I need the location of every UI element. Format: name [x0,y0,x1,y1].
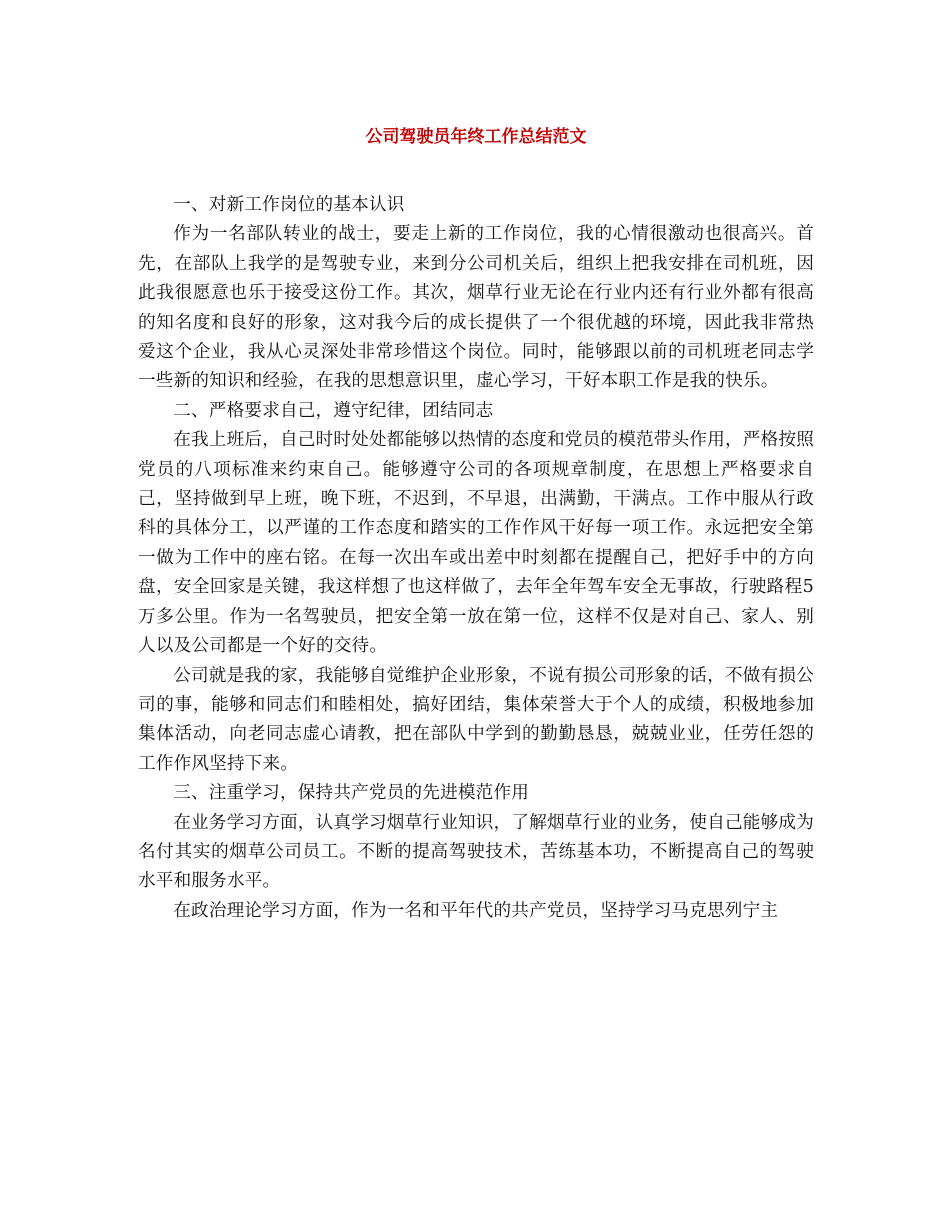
document-title: 公司驾驶员年终工作总结范文 [365,127,587,147]
section-heading: 一、对新工作岗位的基本认识 [173,195,405,215]
paragraph: 在政治理论学习方面，作为一名和平年代的共产党员，坚持学习马克思列宁主 [173,900,779,921]
section-heading: 二、严格要求自己，遵守纪律，团结同志 [173,400,494,421]
document-body [138,191,814,926]
paragraph: 在我上班后，自己时时处处都能够以热情的态度和党员的模范带头作用，严格按照党员的八项标准来约束自己。能够遵守公司的各项规章制度，在思想上严格要求自己，坚持做到早上班，晚下班，不迟到，不早退，出满勤，干满点。工作中服从行政科的具体分工，以严谨的工作态度和踏实的工作作风干好每一项工作。永远把安全第一做为工作中的座右铭。在每一次出车或出差中时刻都在提醒自己，把好手中的方向盘，安全回家是关键，我这样想了也这样做了，去年全年驾车安全无事故，行驶路程5万多公里。作为一名驾驶员，把安全第一放在第一位，这样不仅是对自己、家人、别人以及公司都是一个好的交待。 [138,430,814,657]
paragraph: 公司就是我的家，我能够自觉维护企业形象，不说有损公司形象的话，不做有损公司的事，能够和同志们和睦相处，搞好团结，集体荣誉大于个人的成绩，积极地参加集体活动，向老同志虚心请教，把在部队中学到的勤勤恳恳，兢兢业业，任劳任怨的工作作风坚持下来。 [138,665,814,774]
paragraph: 在业务学习方面，认真学习烟草行业知识，了解烟草行业的业务，使自己能够成为名付其实的烟草公司员工。不断的提高驾驶技术，苦练基本功，不断提高自己的驾驶水平和服务水平。 [138,812,814,892]
paragraph: 作为一名部队转业的战士，要走上新的工作岗位，我的心情很激动也很高兴。首先，在部队上我学的是驾驶专业，来到分公司机关后，组织上把我安排在司机班，因此我很愿意也乐于接受这份工作。其次，烟草行业无论在行业内还有行业外都有很高的知名度和良好的形象，这对我今后的成长提供了一个很优越的环境，因此我非常热爱这个企业，我从心灵深处非常珍惜这个岗位。同时，能够跟以前的司机班老同志学一些新的知识和经验，在我的思想意识里，虚心学习，干好本职工作是我的快乐。 [138,224,814,392]
section-heading: 三、注重学习，保持共产党员的先进模范作用 [173,783,530,804]
